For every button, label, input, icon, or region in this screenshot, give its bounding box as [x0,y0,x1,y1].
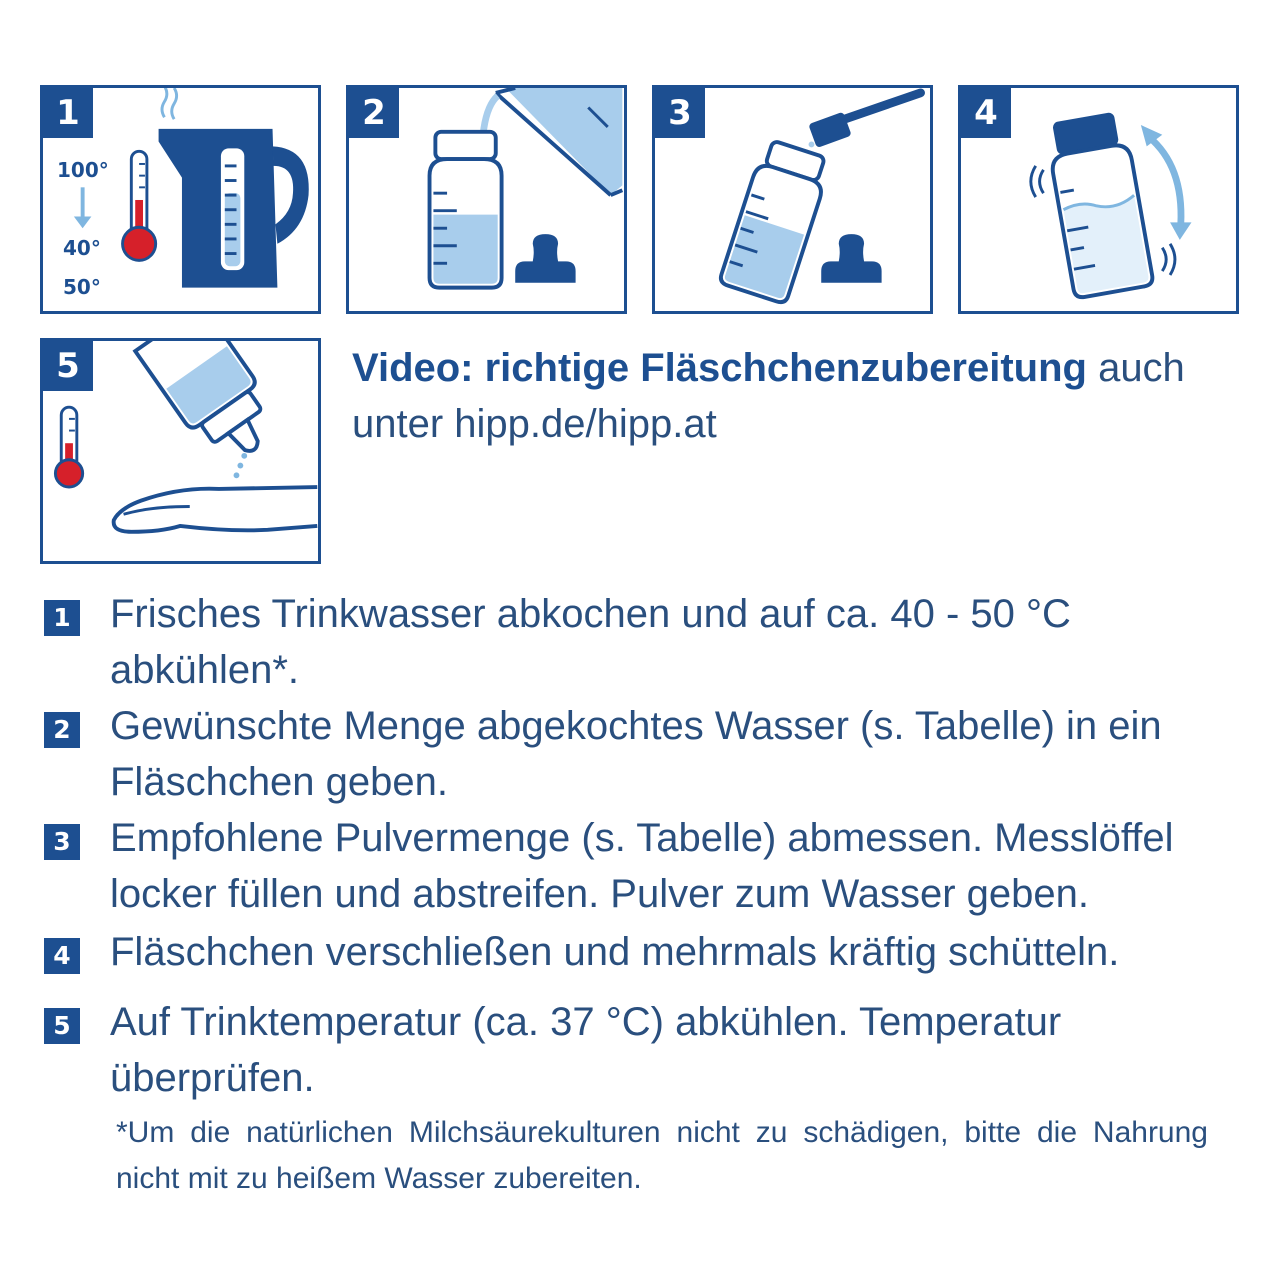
step-4-illustration [958,85,1239,314]
step-2-number-box: 2 [349,88,399,138]
step-1-number-box: 1 [43,88,93,138]
video-url-text: auch unter hipp.de/hipp.at [352,346,1185,446]
step-1-text: Frisches Trinkwasser abkochen und auf ca. 40 - 50 °C abkühlen*. [110,592,1071,692]
step-1-illustration [40,85,321,314]
temp-40-label: 40° [63,236,101,260]
step-5-number-box: 5 [43,341,93,391]
step-4-number-box: 4 [961,88,1011,138]
step-1-badge: 1 [44,600,80,636]
step-3-badge: 3 [44,824,80,860]
step-5-text: Auf Trinktemperatur (ca. 37 °C) abkühlen. Temperatur überprüfen. [110,1000,1062,1100]
step-2-badge: 2 [44,712,80,748]
step-2-text: Gewünschte Menge abgekochtes Wasser (s. Tabelle) in ein Fläschchen geben. [110,704,1162,804]
step-5-badge: 5 [44,1008,80,1044]
step-3-text: Empfohlene Pulvermenge (s. Tabelle) abmessen. Messlöffel locker füllen und abstreifen. Pulver zum Wasser geben. [110,816,1174,916]
step-2-illustration [346,85,627,314]
step-3-number-box: 3 [655,88,705,138]
step-4-badge: 4 [44,938,80,974]
footnote: *Um die natürlichen Milchsäurekulturen nicht zu schädigen, bitte die Nahrung nicht mit zu heißem Wasser zubereiten. [116,1116,1208,1195]
step-5-illustration [40,338,321,564]
video-title: Video: richtige Fläschchenzubereitung [352,346,1087,390]
step-3-illustration [652,85,933,314]
video-reference [352,340,1252,452]
temp-50-label: 50° [63,275,101,299]
temp-100-label: 100° [57,158,109,182]
step-4-text: Fläschchen verschließen und mehrmals kräftig schütteln. [110,930,1120,974]
